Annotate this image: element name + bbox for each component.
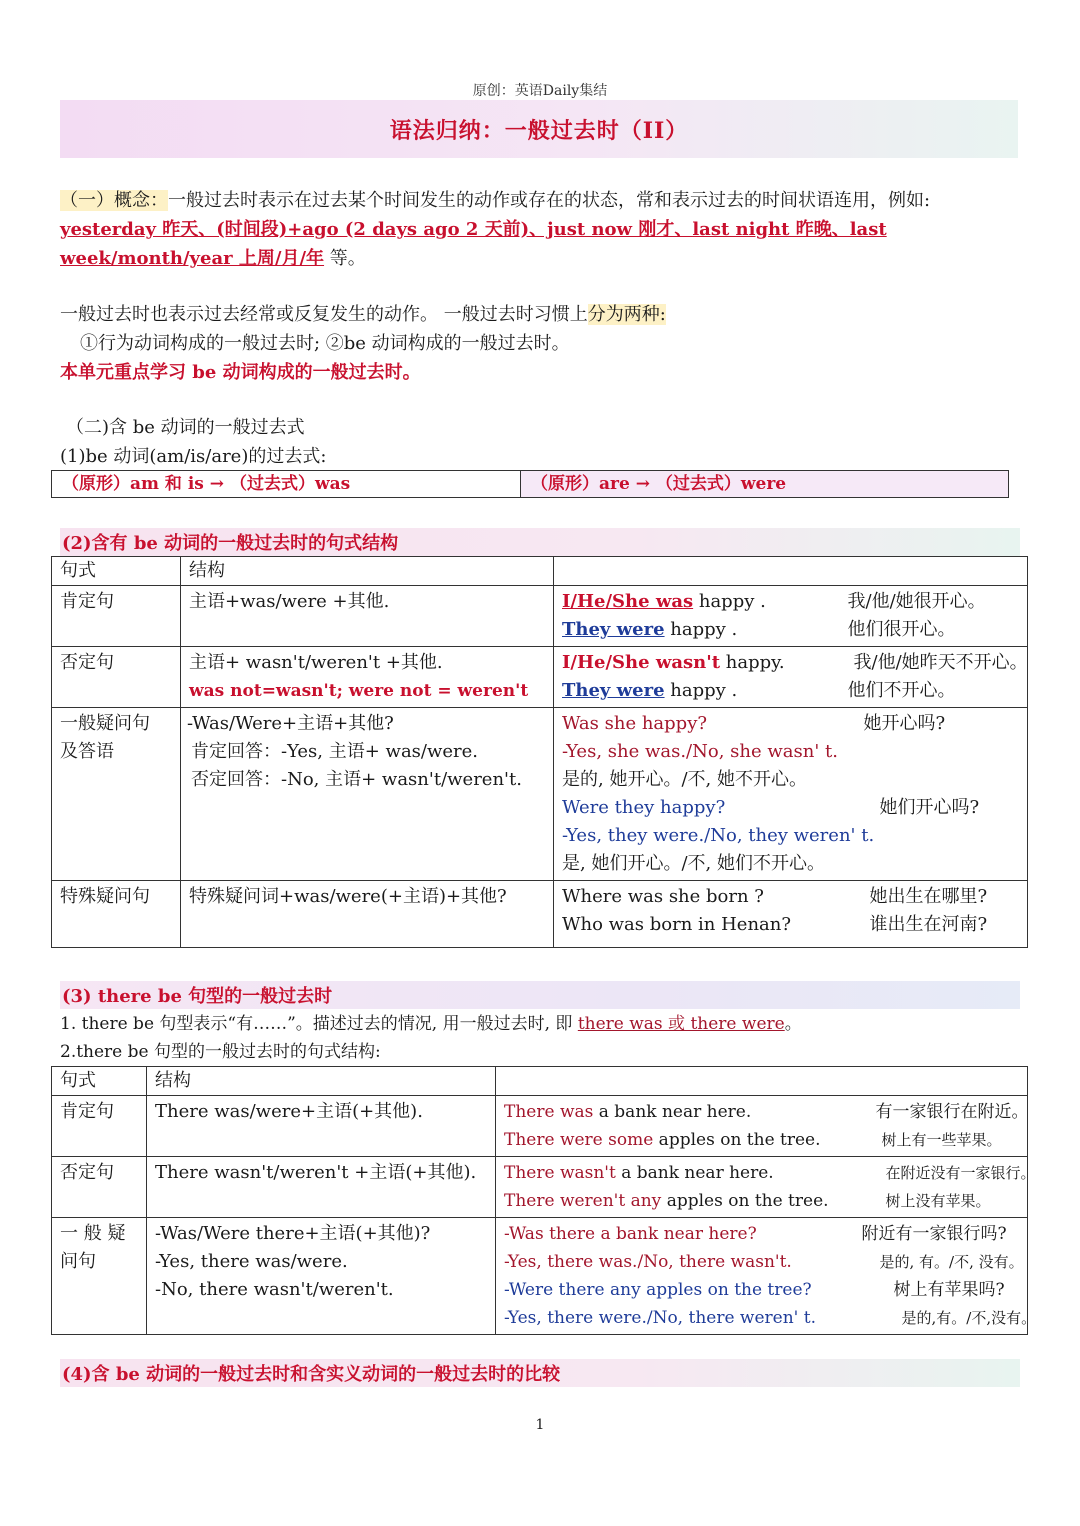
section4-band: (4)含 be 动词的一般过去时和含实义动词的一般过去时的比较	[60, 1359, 1020, 1387]
example-text: -Yes, they were./No, they weren' t.	[562, 825, 875, 846]
header-note: 原创：英语Daily集结	[472, 83, 608, 99]
table2-head-type: 句式	[52, 1067, 147, 1096]
example-text: Were they happy?	[562, 797, 726, 818]
table2-neg-examples	[496, 1157, 1036, 1218]
page-title: 语法归纳：一般过去时（II）	[389, 117, 689, 144]
table1-head-examples	[554, 557, 1028, 586]
title-band	[60, 100, 1018, 158]
yesno-struct-line: 否定回答：-No, 主语+ wasn't/weren't.	[191, 769, 522, 790]
example-line	[562, 883, 1019, 911]
table2-yesno-type	[52, 1218, 147, 1335]
example-red: There were some	[504, 1130, 654, 1150]
example-translation: 她们开心吗?	[879, 797, 980, 818]
yesno-type-line-2: 及答语	[60, 741, 114, 762]
usage-line-1-highlight: 分为两种:	[587, 304, 666, 325]
example-rest: happy .	[664, 619, 738, 640]
neg-contraction-note: was not=wasn't; were not = weren't	[189, 681, 529, 701]
example-line	[504, 1098, 1029, 1126]
table1-neg-examples	[554, 647, 1028, 708]
section3-line-1-forms: there was 或 there were	[577, 1014, 785, 1034]
example-red: There was	[504, 1102, 594, 1122]
table1-band: (2)含有 be 动词的一般过去时的句式结构	[60, 528, 1020, 556]
example-text: 是, 她们开心。/不, 她们不开心。	[562, 853, 825, 874]
example-subject: They were	[562, 619, 665, 640]
table1-neg-type: 否定句	[52, 647, 181, 708]
table-row	[52, 1067, 1028, 1096]
example-line	[562, 616, 1019, 644]
page-number: 1	[535, 1417, 545, 1433]
table-row	[52, 881, 1028, 948]
example-translation: 是的, 有。/不, 没有。	[879, 1253, 1024, 1271]
example-text: Was she happy?	[562, 713, 708, 734]
table1-wh-examples	[554, 881, 1028, 948]
table2-affirm-type: 肯定句	[52, 1096, 147, 1157]
example-translation: 我/他/她很开心。	[847, 591, 986, 612]
table-row	[52, 647, 1028, 708]
yesno-struct-line: -No, there wasn't/weren't.	[155, 1279, 394, 1300]
example-line	[504, 1304, 1037, 1332]
example-rest: happy .	[693, 591, 766, 612]
be-structure-table	[51, 556, 1028, 948]
example-translation: 附近有一家银行吗?	[861, 1224, 1007, 1244]
example-red: There weren't any	[504, 1191, 662, 1211]
concept-examples: yesterday 昨天、(时间段)+ago (2 days ago 2 天前)、just now 刚才、last night 昨晚、last week/month/year 上周/月/年	[60, 219, 887, 269]
table2-head-struct: 结构	[147, 1067, 496, 1096]
yesno-struct-line: -Was/Were there+主语(+其他)?	[155, 1223, 431, 1244]
example-line	[562, 794, 1019, 822]
concept-paragraph	[60, 186, 1020, 273]
example-text: Where was she born ?	[562, 886, 764, 907]
table1-yesno-struct	[181, 708, 554, 881]
usage-paragraph	[60, 300, 1020, 387]
table1-head-type: 句式	[52, 557, 181, 586]
table2-neg-type: 否定句	[52, 1157, 147, 1218]
example-translation: 我/他/她昨天不开心。	[853, 652, 1028, 673]
section3-line-1-end: 。	[784, 1014, 802, 1034]
example-line	[504, 1159, 1036, 1187]
example-rest: happy.	[720, 652, 785, 673]
table2-head-examples	[496, 1067, 1028, 1096]
table1-affirm-examples	[554, 586, 1028, 647]
section2-sub: (1)be 动词(am/is/are)的过去式:	[60, 446, 327, 467]
example-translation: 树上没有苹果。	[885, 1192, 991, 1210]
yesno-struct-line: -Yes, there was/were.	[155, 1251, 348, 1272]
table-row	[52, 1218, 1028, 1335]
table2-neg-struct: There wasn't/weren't +主语(+其他).	[147, 1157, 496, 1218]
table-row	[52, 586, 1028, 647]
table-row	[52, 557, 1028, 586]
table1-neg-struct	[181, 647, 554, 708]
example-line	[562, 677, 1019, 705]
table1-wh-type: 特殊疑问句	[52, 881, 181, 948]
section2-heading-block	[60, 413, 1020, 471]
example-line	[504, 1248, 1024, 1276]
example-translation: 有一家银行在附近。	[875, 1102, 1029, 1122]
example-text: 是的, 她开心。/不, 她不开心。	[562, 769, 807, 790]
example-text: -Was there a bank near here?	[504, 1224, 757, 1244]
example-text: -Yes, there were./No, there weren' t.	[504, 1308, 816, 1328]
table-row	[52, 1157, 1028, 1218]
usage-line-1-text: 一般过去时也表示过去经常或反复发生的动作。 一般过去时习惯上	[60, 304, 588, 325]
concept-label: （一）概念：	[60, 190, 168, 211]
table1-head-struct: 结构	[181, 557, 554, 586]
example-line	[562, 710, 1019, 738]
example-text: -Were there any apples on the tree?	[504, 1280, 812, 1300]
example-text: -Yes, there was./No, there wasn't.	[504, 1252, 792, 1272]
example-line	[562, 911, 1019, 939]
concept-end: 等。	[324, 248, 366, 269]
example-translation: 树上有一些苹果。	[881, 1131, 1002, 1149]
example-translation: 他们很开心。	[847, 619, 956, 640]
example-text: -Yes, she was./No, she wasn' t.	[562, 741, 838, 762]
be-past-compare-table	[51, 470, 1009, 498]
example-line	[504, 1276, 1019, 1304]
example-subject: I/He/She wasn't	[562, 652, 721, 673]
example-translation: 树上有苹果吗?	[893, 1280, 1005, 1300]
table2-yesno-examples	[496, 1218, 1037, 1335]
section2-heading: （二)含 be 动词的一般过去式	[66, 417, 305, 438]
example-text: Who was born in Henan?	[562, 914, 792, 935]
example-translation: 她出生在哪里?	[869, 886, 988, 907]
example-translation: 谁出生在河南?	[869, 914, 988, 935]
example-rest: a bank near here.	[615, 1163, 774, 1183]
example-translation: 他们不开心。	[847, 680, 956, 701]
example-line	[504, 1187, 1019, 1215]
yesno-struct-line: -Was/Were+主语+其他?	[187, 713, 394, 734]
table2-yesno-struct	[147, 1218, 496, 1335]
concept-text: 一般过去时表示在过去某个时间发生的动作或存在的状态，常和表示过去的时间状语连用，例如:	[168, 190, 931, 211]
compare-right: （原形）are → （过去式）were	[521, 471, 1009, 498]
yesno-type-line-1: 一 般 疑	[60, 1223, 126, 1244]
example-line	[504, 1126, 1019, 1154]
example-rest: happy .	[664, 680, 738, 701]
example-translation: 是的,有。/不,没有。	[901, 1309, 1037, 1327]
example-translation: 在附近没有一家银行。	[885, 1164, 1036, 1182]
usage-line-3: 本单元重点学习 be 动词构成的一般过去时。	[60, 362, 421, 383]
example-red: There wasn't	[504, 1163, 616, 1183]
section3-line-1-text: 1. there be 句型表示“有……”。描述过去的情况, 用一般过去时, 即	[60, 1014, 578, 1034]
example-translation: 她开心吗?	[863, 713, 946, 734]
yesno-type-line-2: 问句	[60, 1251, 96, 1272]
table1-affirm-struct: 主语+was/were +其他.	[181, 586, 554, 647]
yesno-struct-line: 肯定回答：-Yes, 主语+ was/were.	[191, 741, 479, 762]
there-be-table	[51, 1066, 1037, 1335]
table-row	[52, 1096, 1028, 1157]
example-rest: apples on the tree.	[661, 1191, 829, 1211]
example-rest: a bank near here.	[593, 1102, 752, 1122]
usage-line-2: ①行为动词构成的一般过去时; ②be 动词构成的一般过去时。	[80, 333, 570, 354]
table-row	[52, 471, 1009, 498]
table2-affirm-struct: There was/were+主语(+其他).	[147, 1096, 496, 1157]
section3-text	[60, 1010, 1020, 1066]
example-line	[562, 649, 1028, 677]
compare-left: （原形）am 和 is → （过去式）was	[52, 471, 521, 498]
neg-struct-text: 主语+ wasn't/weren't +其他.	[189, 652, 443, 673]
section3-band: (3) there be 句型的一般过去时	[60, 981, 1020, 1009]
section3-line-2: 2.there be 句型的一般过去时的句式结构:	[60, 1042, 381, 1062]
example-subject: I/He/She was	[562, 591, 694, 612]
section3-line-1	[60, 1010, 1020, 1038]
table1-wh-struct: 特殊疑问词+was/were(+主语)+其他?	[181, 881, 554, 948]
example-line	[562, 588, 1019, 616]
example-rest: apples on the tree.	[653, 1130, 821, 1150]
yesno-type-line-1: 一般疑问句	[60, 713, 150, 734]
table1-affirm-type: 肯定句	[52, 586, 181, 647]
table-row	[52, 708, 1028, 881]
example-subject: They were	[562, 680, 665, 701]
table1-yesno-examples	[554, 708, 1028, 881]
example-line	[504, 1220, 1019, 1248]
usage-line-1	[60, 300, 1020, 329]
table1-yesno-type	[52, 708, 181, 881]
table2-affirm-examples	[496, 1096, 1028, 1157]
